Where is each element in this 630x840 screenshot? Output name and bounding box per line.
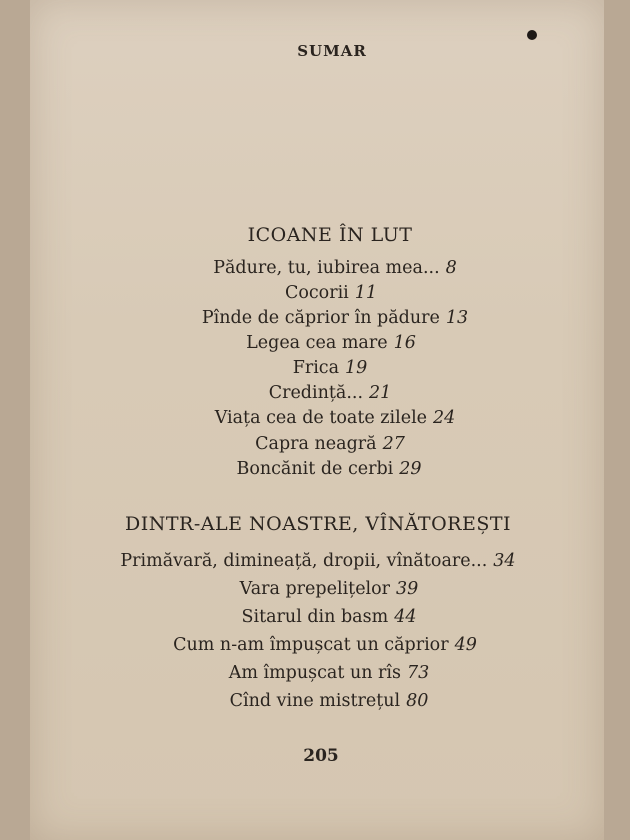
entry-title: Cocorii [284,283,349,303]
entry-title: Primăvară, dimineață, dropii, vînătoare... [120,551,488,571]
toc-entry [30,551,604,571]
entry-title: Am împușcat un rîs [228,663,402,683]
entry-title: Frica [292,358,340,378]
toc-entry [30,579,604,599]
toc-entry [30,459,604,479]
entry-title: Pădure, tu, iubirea mea... [213,258,440,278]
entry-page: 21 [369,383,392,403]
entry-page: 34 [493,551,516,571]
entry-page: 11 [354,283,378,303]
entry-page: 19 [345,358,368,378]
entry-page: 39 [396,579,419,599]
section-title: DINTR-ALE NOASTRE, VÎNĂTOREȘTI [124,513,512,535]
toc-entry [30,635,604,655]
entry-title: Vara prepelițelor [239,579,391,599]
entry-page: 24 [433,408,456,428]
ink-spot [527,30,537,40]
entry-page: 44 [394,607,417,627]
page-title: SUMAR [297,42,367,60]
toc-entry [30,308,604,328]
toc-entry [30,607,604,627]
book-page [30,0,604,840]
entry-title: Credință... [268,383,364,403]
toc-entry [30,383,604,403]
section-title: ICOANE ÎN LUT [247,224,413,246]
toc-entry [30,283,604,303]
toc-entry [30,333,604,353]
entry-title: Pînde de căprior în pădure [201,308,440,328]
entry-title: Sitarul din basm [241,607,389,627]
entry-page: 8 [445,258,457,278]
page-number: 205 [303,746,339,766]
entry-page: 80 [406,691,429,711]
entry-page: 16 [393,333,416,353]
toc-entry [30,691,604,711]
entry-page: 13 [445,308,469,328]
entry-title: Viața cea de toate zilele [214,408,428,428]
toc-entry [30,663,604,683]
entry-page: 29 [399,459,422,479]
toc-entry [30,434,604,454]
entry-title: Legea cea mare [246,333,388,353]
entry-page: 73 [407,663,430,683]
entry-title: Cum n-am împușcat un căprior [173,635,449,655]
entry-title: Capra neagră [255,434,377,454]
entry-title: Cînd vine mistrețul [229,691,401,711]
entry-title: Boncănit de cerbi [236,459,394,479]
entry-page: 49 [454,635,477,655]
entry-page: 27 [382,434,405,454]
toc-entry [30,408,604,428]
toc-entry [30,258,604,278]
toc-entry [30,358,604,378]
